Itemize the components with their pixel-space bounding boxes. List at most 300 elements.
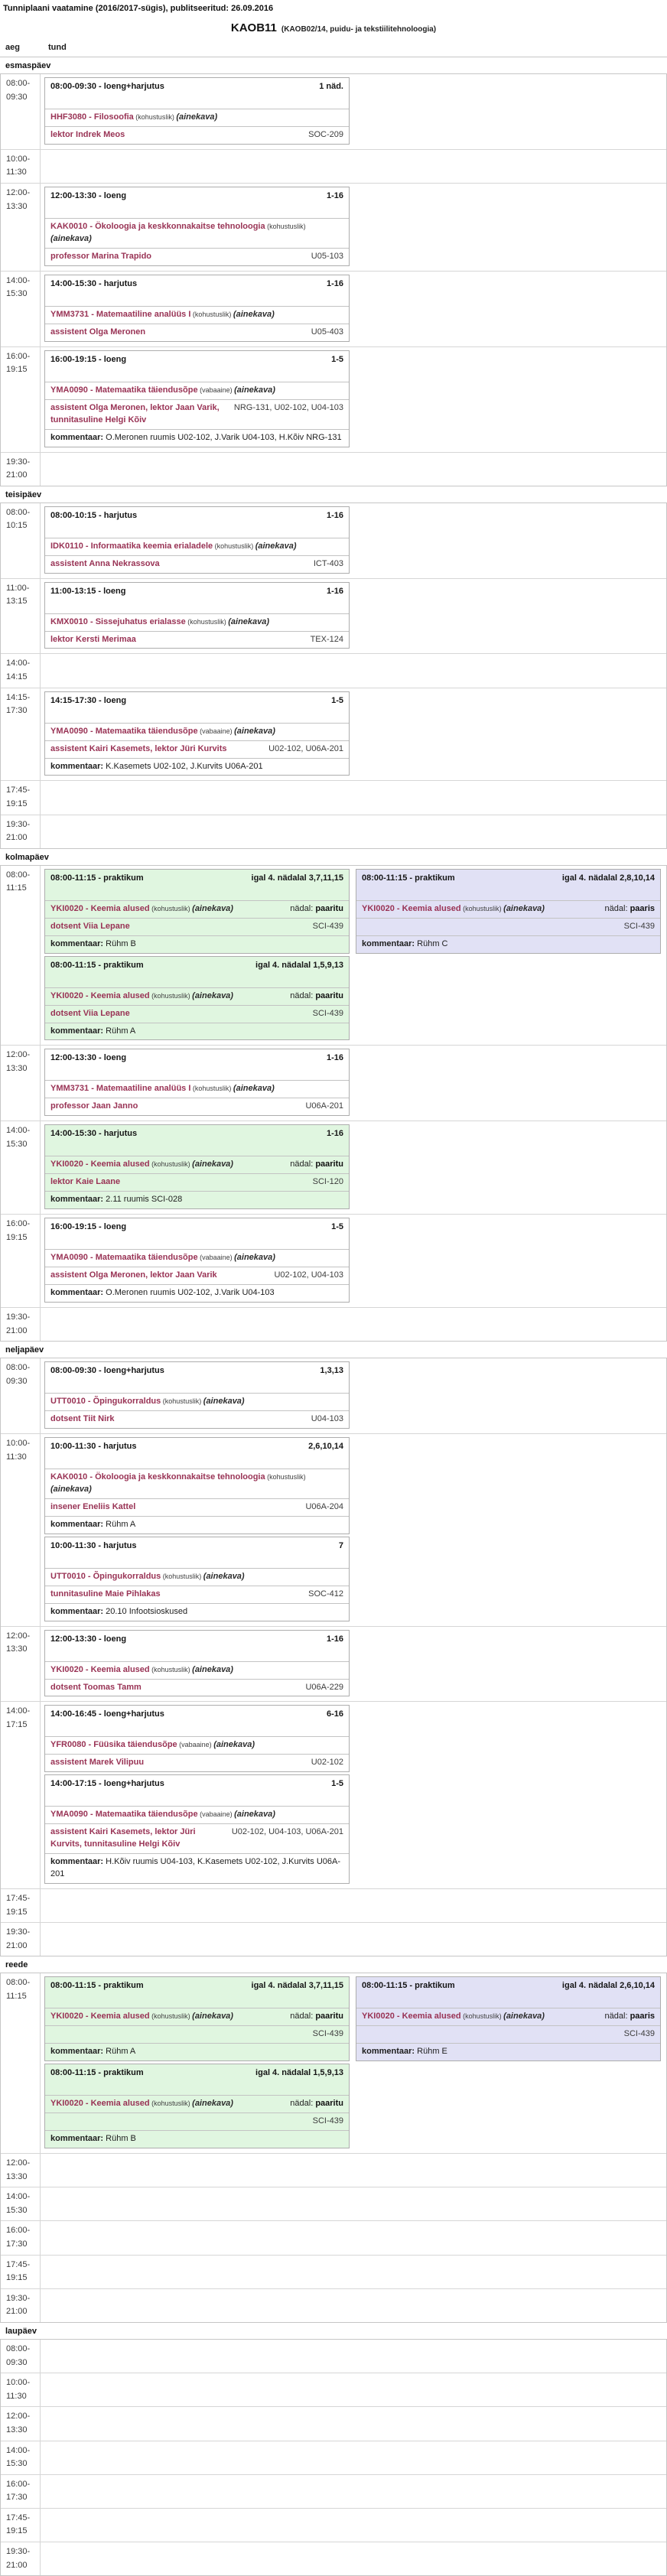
- teacher-link[interactable]: professor Jaan Janno: [50, 1101, 138, 1111]
- teacher-list: [50, 1270, 268, 1282]
- slot-time-start: 10:00-: [6, 1439, 31, 1448]
- teacher-link[interactable]: assistent Kairi Kasemets: [50, 1827, 151, 1837]
- teacher-link[interactable]: assistent Olga Meronen: [50, 1270, 146, 1280]
- slot-time-end: 13:30: [6, 1644, 28, 1654]
- event-course-row: [45, 2095, 349, 2113]
- teacher-link[interactable]: dotsent Viia Lepane: [50, 921, 130, 931]
- event-card: [44, 582, 350, 649]
- ainekava-link[interactable]: (ainekava): [255, 541, 297, 551]
- event-time-type: 08:00-11:15 - praktikum: [362, 873, 455, 883]
- comment-text: K.Kasemets U02-102, J.Kurvits U06A-201: [106, 761, 263, 771]
- ainekava-link[interactable]: (ainekava): [192, 2099, 233, 2109]
- event-weeks: 1-16: [326, 586, 343, 596]
- teacher-separator: ,: [79, 1839, 85, 1849]
- course-link[interactable]: YKI0020 - Keemia alused: [362, 903, 461, 913]
- slot-content: [41, 2340, 666, 2373]
- ainekava-link[interactable]: (ainekava): [503, 903, 545, 913]
- week-parity: [605, 903, 655, 916]
- slot-time-end: 15:30: [6, 2459, 28, 2469]
- ainekava-link[interactable]: (ainekava): [192, 2012, 233, 2021]
- event-header-row: [356, 870, 660, 900]
- slot-time-end: 15:30: [6, 2205, 28, 2215]
- teacher-link[interactable]: assistent Anna Nekrassova: [50, 558, 160, 568]
- teacher-link[interactable]: tunnitasuline Helgi Kõiv: [84, 1839, 181, 1849]
- slot-content: [41, 815, 666, 848]
- comment-label: kommentaar:: [50, 1195, 106, 1205]
- event-card: [44, 506, 350, 574]
- slot-content: [41, 1121, 666, 1214]
- time-slot-row: [1, 2509, 666, 2542]
- course-kind: (kohustuslik): [460, 904, 504, 912]
- event-card: [44, 1774, 350, 1884]
- comment-label: kommentaar:: [50, 1857, 106, 1867]
- event-column-1: [44, 275, 350, 342]
- slot-time-start: 17:45-: [6, 785, 31, 795]
- room-code: SCI-439: [312, 2029, 343, 2039]
- event-column-1: [44, 1630, 350, 1697]
- slot-time: [1, 2475, 41, 2508]
- slot-time-end: 14:15: [6, 672, 28, 682]
- slot-time-end: 19:15: [6, 1232, 28, 1242]
- event-weeks: 1-16: [326, 278, 343, 288]
- time-slot-row: [1, 453, 666, 486]
- slot-time-end: 19:15: [6, 2273, 28, 2283]
- week-parity-label: nädal:: [290, 2012, 316, 2021]
- course-kind: (kohustuslik): [265, 223, 306, 231]
- event-people-row: [45, 1098, 349, 1115]
- event-time-type: 14:00-15:30 - harjutus: [50, 278, 138, 288]
- event-course-row: [45, 382, 349, 399]
- event-course-row: [45, 2008, 349, 2025]
- slot-time-end: 17:30: [6, 2493, 28, 2503]
- slot-time: [1, 1308, 41, 1341]
- time-slot-row: [1, 1627, 666, 1703]
- comment-text: O.Meronen ruumis U02-102, J.Varik U04-103, H.Kõiv NRG-131: [106, 432, 342, 442]
- ainekava-link[interactable]: (ainekava): [233, 309, 275, 319]
- event-course-row: [356, 900, 660, 918]
- event-course-row: [45, 109, 349, 126]
- event-time-type: 14:00-17:15 - loeng+harjutus: [50, 1779, 164, 1789]
- course-link[interactable]: KAK0010 - Ökoloogia ja keskkonnakaitse tehnoloogia: [50, 222, 265, 232]
- course-link[interactable]: YMM3731 - Matemaatiline analüüs I: [50, 309, 191, 319]
- time-slot-row: [1, 2542, 666, 2575]
- slot-time: [1, 2289, 41, 2322]
- teacher-link[interactable]: professor Marina Trapido: [50, 251, 152, 261]
- course-link[interactable]: YKI0020 - Keemia alused: [50, 2012, 150, 2021]
- slot-time-start: 14:15-: [6, 692, 31, 702]
- comment-label: kommentaar:: [50, 2047, 106, 2057]
- week-parity: [290, 990, 343, 1003]
- course-kind: (kohustuslik): [190, 1085, 233, 1093]
- teacher-link[interactable]: assistent Kairi Kasemets: [50, 743, 151, 753]
- teacher-list: [50, 743, 262, 756]
- teacher-link[interactable]: lektor Jaan Varik: [150, 1270, 217, 1280]
- event-column-2: [356, 869, 661, 954]
- slot-time: [1, 2373, 41, 2406]
- comment-label: kommentaar:: [50, 1288, 106, 1297]
- event-header-row: [45, 692, 349, 723]
- ainekava-link[interactable]: (ainekava): [234, 385, 275, 395]
- event-header-row: [45, 1631, 349, 1661]
- course-link[interactable]: IDK0110 - Informaatika keemia erialadele: [50, 541, 213, 551]
- room-code: ICT-403: [313, 558, 343, 568]
- slot-time: [1, 347, 41, 452]
- event-comment-row: [45, 429, 349, 447]
- comment-label: kommentaar:: [50, 938, 106, 948]
- slot-time-start: 12:00-: [6, 1631, 31, 1641]
- slot-time: [1, 2340, 41, 2373]
- ainekava-link[interactable]: (ainekava): [50, 1484, 92, 1494]
- teacher-list: [50, 1008, 307, 1020]
- event-comment-row: [45, 1023, 349, 1040]
- slot-time: [1, 1889, 41, 1922]
- time-slot-row: [1, 1702, 666, 1889]
- room-code: U06A-201: [305, 1101, 343, 1111]
- comment-text: Rühm C: [417, 938, 448, 948]
- teacher-separator: ,: [150, 1827, 155, 1837]
- day-name: neljapäev: [5, 1345, 44, 1355]
- room-code: U02-102, U04-103, U06A-201: [231, 1827, 343, 1837]
- slot-time-end: 15:30: [6, 289, 28, 299]
- event-course-row: [45, 1156, 349, 1173]
- slot-time-start: 12:00-: [6, 1050, 31, 1060]
- event-people-row: [45, 2025, 349, 2043]
- event-header-row: [45, 507, 349, 538]
- teacher-link[interactable]: lektor Jüri Kurvits: [155, 743, 227, 753]
- day-section: [0, 57, 667, 486]
- event-card: [356, 869, 661, 954]
- slot-time-end: 21:00: [6, 2560, 28, 2570]
- teacher-link[interactable]: lektor Jaan Varik: [150, 402, 217, 412]
- slot-content: [41, 2221, 666, 2254]
- slot-time: [1, 1923, 41, 1956]
- slot-time-start: 08:00-: [6, 1363, 31, 1373]
- event-course-row: [45, 1736, 349, 1754]
- slot-time-end: 19:15: [6, 365, 28, 375]
- slot-time: [1, 1627, 41, 1702]
- slot-time-end: 11:30: [6, 168, 27, 177]
- room-code: U04-103: [311, 1414, 343, 1424]
- slot-content: [41, 1973, 666, 2153]
- slot-time-end: 09:30: [6, 92, 28, 102]
- teacher-link[interactable]: assistent Marek Vilipuu: [50, 1758, 145, 1768]
- course-kind: (vabaaine): [197, 1254, 235, 1262]
- event-time-type: 14:15-17:30 - loeng: [50, 695, 127, 705]
- week-parity-value: paaris: [630, 2012, 655, 2021]
- time-slot-row: [1, 1973, 666, 2154]
- slot-time: [1, 1358, 41, 1433]
- course-link[interactable]: YMM3731 - Matemaatiline analüüs I: [50, 1084, 191, 1094]
- slot-content: [41, 781, 666, 814]
- comment-label: kommentaar:: [50, 1606, 106, 1616]
- course-kind: (kohustuslik): [149, 991, 193, 1000]
- slot-content: [41, 1358, 666, 1433]
- slot-time-end: 13:30: [6, 2425, 28, 2435]
- event-header-row: [45, 1049, 349, 1080]
- course-link[interactable]: YKI0020 - Keemia alused: [362, 2012, 461, 2021]
- teacher-link[interactable]: dotsent Viia Lepane: [50, 1008, 130, 1018]
- slot-time-start: 19:30-: [6, 2547, 31, 2557]
- time-slot-row: [1, 1358, 666, 1434]
- event-weeks: 1 näd.: [319, 82, 343, 91]
- teacher-list: [50, 402, 228, 427]
- event-card: [44, 2064, 350, 2148]
- ainekava-link[interactable]: (ainekava): [503, 2012, 545, 2021]
- time-slot-row: [1, 2373, 666, 2407]
- comment-text: H.Kõiv ruumis U04-103, K.Kasemets U02-102, J.Kurvits U06A-201: [50, 1857, 341, 1879]
- event-time-type: 08:00-11:15 - praktikum: [50, 873, 144, 883]
- slot-content: [41, 453, 666, 486]
- event-column-1: [44, 691, 350, 776]
- time-slot-row: [1, 2340, 666, 2373]
- slot-time-end: 09:30: [6, 1376, 28, 1386]
- ainekava-link[interactable]: (ainekava): [203, 1397, 245, 1407]
- ainekava-link[interactable]: (ainekava): [192, 990, 233, 1000]
- room-code: SOC-412: [308, 1589, 343, 1599]
- ainekava-link[interactable]: (ainekava): [192, 1664, 233, 1674]
- slot-time-end: 09:30: [6, 2357, 28, 2367]
- ainekava-link[interactable]: (ainekava): [50, 234, 92, 243]
- course-link[interactable]: YKI0020 - Keemia alused: [50, 1160, 150, 1169]
- event-weeks: 1-16: [326, 1053, 343, 1063]
- slot-time: [1, 2542, 41, 2575]
- event-column-1: [44, 1437, 350, 1621]
- slot-time-end: 11:30: [6, 1452, 27, 1462]
- slot-time-end: 15:30: [6, 1139, 28, 1149]
- ainekava-link[interactable]: (ainekava): [203, 1571, 245, 1581]
- event-header-row: [45, 1537, 349, 1568]
- slot-time-end: 19:15: [6, 799, 28, 809]
- timetable-days: [0, 57, 667, 2576]
- time-slot-row: [1, 654, 666, 688]
- event-column-1: [44, 1705, 350, 1884]
- comment-text: Rühm B: [106, 2134, 136, 2144]
- slot-time-start: 14:00-: [6, 2192, 31, 2202]
- time-slot-row: [1, 1434, 666, 1627]
- time-slot-row: [1, 2187, 666, 2221]
- slot-content: [41, 1215, 666, 1307]
- time-slot-row: [1, 2221, 666, 2255]
- slot-time-start: 14:00-: [6, 659, 31, 668]
- ainekava-link[interactable]: (ainekava): [228, 616, 270, 626]
- slot-content: [41, 688, 666, 781]
- slot-time-start: 10:00-: [6, 2378, 31, 2388]
- slot-content: [41, 1046, 666, 1120]
- teacher-link[interactable]: dotsent Tiit Nirk: [50, 1414, 115, 1424]
- ainekava-link[interactable]: (ainekava): [234, 1810, 275, 1820]
- event-column-1: [44, 869, 350, 1041]
- comment-text: Rühm A: [106, 1026, 136, 1036]
- slot-content: [41, 2509, 666, 2542]
- time-slot-row: [1, 2289, 666, 2322]
- course-link[interactable]: UTT0010 - Õpingukorraldus: [50, 1397, 161, 1407]
- event-weeks: igal 4. nädalal 3,7,11,15: [251, 1981, 343, 1991]
- event-card: [44, 869, 350, 954]
- ainekava-link[interactable]: (ainekava): [233, 1084, 275, 1094]
- event-comment-row: [45, 1853, 349, 1883]
- ainekava-link[interactable]: (ainekava): [213, 1740, 255, 1750]
- event-people-row: [45, 324, 349, 341]
- course-link[interactable]: HHF3080 - Filosoofia: [50, 112, 134, 122]
- course-kind: (kohustuslik): [185, 617, 229, 626]
- slot-time-start: 12:00-: [6, 2412, 31, 2422]
- event-card: [44, 1049, 350, 1116]
- comment-label: kommentaar:: [50, 432, 106, 442]
- day-table: [0, 2339, 667, 2576]
- time-slot-row: [1, 2475, 666, 2509]
- room-code: SCI-439: [623, 921, 655, 931]
- event-card: [44, 1124, 350, 1209]
- event-course-row: [45, 1568, 349, 1586]
- slot-time-start: 14:00-: [6, 2445, 31, 2455]
- day-name: laupäev: [5, 2326, 37, 2336]
- course-link[interactable]: YKI0020 - Keemia alused: [50, 2099, 150, 2109]
- event-comment-row: [45, 2043, 349, 2060]
- slot-content: [41, 1702, 666, 1888]
- week-parity-value: paaritu: [315, 2012, 343, 2021]
- event-weeks: 1,3,13: [320, 1366, 343, 1376]
- ainekava-link[interactable]: (ainekava): [176, 112, 218, 122]
- day-section: [0, 1956, 667, 2323]
- time-slot-row: [1, 579, 666, 655]
- room-code: U05-403: [311, 327, 343, 337]
- teacher-link[interactable]: lektor Kaie Laane: [50, 1177, 121, 1187]
- slot-time-end: 19:15: [6, 2526, 28, 2536]
- slot-time-start: 16:00-: [6, 2226, 31, 2236]
- comment-label: kommentaar:: [362, 2047, 418, 2057]
- time-slot-row: [1, 2441, 666, 2475]
- event-course-row: [45, 1661, 349, 1679]
- comment-label: kommentaar:: [362, 938, 418, 948]
- ainekava-link[interactable]: (ainekava): [234, 1253, 275, 1263]
- teacher-list: [50, 327, 305, 339]
- slot-content: [41, 184, 666, 271]
- teacher-link[interactable]: assistent Olga Meronen: [50, 327, 146, 337]
- course-link[interactable]: UTT0010 - Õpingukorraldus: [50, 1571, 161, 1581]
- event-header-row: [45, 2064, 349, 2095]
- event-column-1: [44, 1218, 350, 1303]
- course-link[interactable]: YFR0080 - Füüsika täiendusõpe: [50, 1740, 177, 1750]
- slot-time: [1, 2441, 41, 2474]
- event-weeks: 6-16: [326, 1709, 343, 1719]
- event-column-1: [44, 77, 350, 145]
- slot-content: [41, 2441, 666, 2474]
- course-kind: (kohustuslik): [133, 113, 177, 121]
- slot-content: [41, 503, 666, 578]
- ainekava-link[interactable]: (ainekava): [192, 903, 233, 913]
- teacher-link[interactable]: assistent Olga Meronen: [50, 402, 146, 412]
- comment-text: Rühm A: [106, 1519, 136, 1529]
- slot-time-end: 13:15: [6, 597, 28, 607]
- event-course-row: [356, 2008, 660, 2025]
- course-link[interactable]: YMA0090 - Matemaatika täiendusõpe: [50, 1810, 198, 1820]
- event-time-type: 10:00-11:30 - harjutus: [50, 1442, 137, 1451]
- teacher-link[interactable]: insener Eneliis Kattel: [50, 1501, 136, 1511]
- teacher-list: [50, 1682, 299, 1694]
- course-kind: (kohustuslik): [149, 904, 193, 912]
- event-course-row: [45, 1393, 349, 1410]
- event-weeks: 1-16: [326, 510, 343, 520]
- day-name: reede: [5, 1960, 28, 1970]
- course-kind: (kohustuslik): [460, 2012, 504, 2021]
- slot-time-end: 21:00: [6, 2307, 28, 2317]
- slot-time: [1, 1434, 41, 1626]
- slot-time-end: 21:00: [6, 470, 28, 480]
- teacher-link[interactable]: tunnitasuline Maie Pihlakas: [50, 1589, 161, 1599]
- slot-time-end: 11:30: [6, 2391, 27, 2401]
- slot-time-start: 08:00-: [6, 1978, 31, 1988]
- course-link[interactable]: KAK0010 - Ökoloogia ja keskkonnakaitse tehnoloogia: [50, 1472, 265, 1482]
- course-kind: (vabaaine): [177, 1741, 214, 1749]
- ainekava-link[interactable]: (ainekava): [234, 726, 275, 736]
- room-code: U06A-204: [305, 1501, 343, 1511]
- event-course-row: [45, 1080, 349, 1098]
- course-link[interactable]: YKI0020 - Keemia alused: [50, 990, 150, 1000]
- week-parity-label: nädal:: [290, 903, 316, 913]
- course-kind: (kohustuslik): [149, 1665, 193, 1673]
- teacher-link[interactable]: lektor Indrek Meos: [50, 129, 125, 139]
- room-code: U05-103: [311, 251, 343, 261]
- course-link[interactable]: YMA0090 - Matemaatika täiendusõpe: [50, 726, 198, 736]
- slot-content: [41, 2154, 666, 2187]
- event-column-1: [44, 350, 350, 447]
- event-comment-row: [45, 1191, 349, 1208]
- slot-time: [1, 1121, 41, 1214]
- course-link[interactable]: YMA0090 - Matemaatika täiendusõpe: [50, 385, 198, 395]
- week-parity-value: paaritu: [315, 903, 343, 913]
- time-slot-row: [1, 272, 666, 347]
- event-column-1: [44, 1049, 350, 1116]
- event-time-type: 08:00-11:15 - praktikum: [362, 1981, 455, 1991]
- event-weeks: igal 4. nädalal 2,6,10,14: [561, 1981, 655, 1991]
- teacher-link[interactable]: lektor Jüri Kurvits: [50, 1827, 196, 1849]
- slot-content: [41, 150, 666, 183]
- comment-text: 20.10 Infootsioskused: [106, 1606, 188, 1616]
- course-link[interactable]: YMA0090 - Matemaatika täiendusõpe: [50, 1253, 198, 1263]
- slot-time: [1, 2187, 41, 2220]
- day-section: [0, 849, 667, 1342]
- ainekava-link[interactable]: (ainekava): [192, 1160, 233, 1169]
- room-code: TEX-124: [310, 634, 343, 644]
- event-comment-row: [45, 1516, 349, 1534]
- event-people-row: [45, 1754, 349, 1771]
- day-section: [0, 486, 667, 849]
- teacher-link[interactable]: dotsent Toomas Tamm: [50, 1682, 142, 1692]
- teacher-link[interactable]: tunnitasuline Helgi Kõiv: [50, 415, 147, 424]
- event-header-row: [45, 275, 349, 306]
- course-link[interactable]: YKI0020 - Keemia alused: [50, 1664, 150, 1674]
- slot-time-end: 21:00: [6, 1940, 28, 1950]
- event-column-2: [356, 1976, 661, 2061]
- course-link[interactable]: KMX0010 - Sissejuhatus erialasse: [50, 616, 186, 626]
- event-people-row: [45, 1267, 349, 1284]
- event-column-1: [44, 187, 350, 266]
- room-code: U02-102, U06A-201: [268, 743, 343, 753]
- teacher-list: [50, 1589, 302, 1601]
- course-link[interactable]: YKI0020 - Keemia alused: [50, 903, 150, 913]
- event-people-row: [45, 399, 349, 429]
- slot-time-end: 21:00: [6, 833, 28, 843]
- slot-time: [1, 272, 41, 346]
- slot-time: [1, 184, 41, 271]
- event-people-row: [45, 1005, 349, 1023]
- tund-header: tund: [48, 43, 67, 52]
- aeg-header: aeg: [5, 43, 20, 52]
- teacher-link[interactable]: lektor Kersti Merimaa: [50, 634, 136, 644]
- room-code: SCI-439: [312, 1008, 343, 1018]
- teacher-list: [50, 1101, 299, 1113]
- comment-text: Rühm E: [417, 2047, 447, 2057]
